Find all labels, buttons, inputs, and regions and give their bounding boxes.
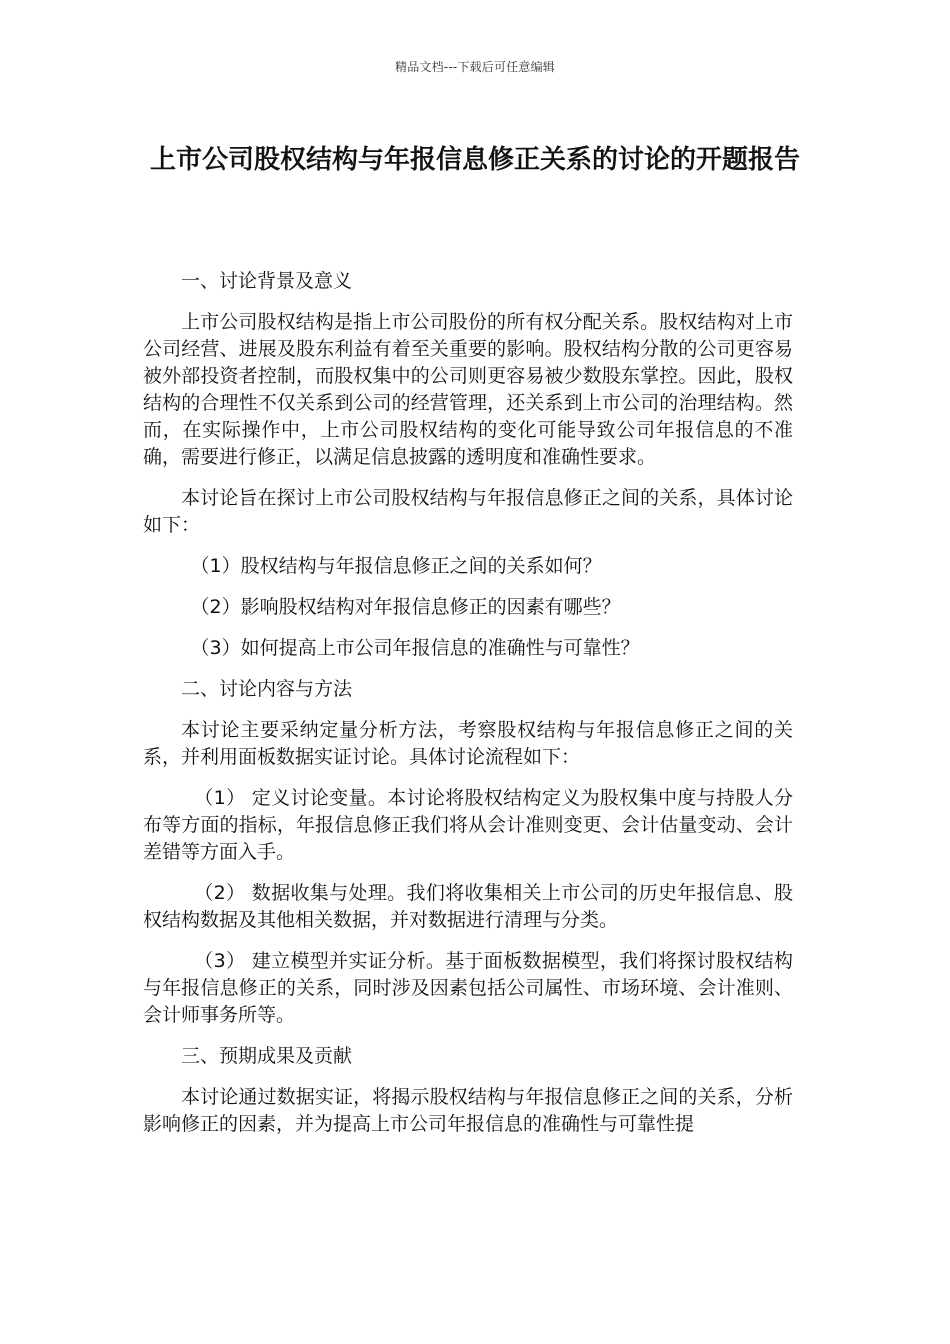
paragraph-background: 上市公司股权结构是指上市公司股份的所有权分配关系。股权结构对上市公司经营、进展及股东利益有着至关重要的影响。股权结构分散的公司更容易被外部投资者控制，而股权集中的公司则更容易被少数股东掌控。因此，股权结构的合理性不仅关系到公司的经营管理，还关系到上市公司的治理结构。然而，在实际操作中，上市公司股权结构的变化可能导致公司年报信息的不准确，需要进行修正，以满足信息披露的透明度和准确性要求。 xyxy=(143,311,793,468)
section-heading-methods: 二、讨论内容与方法 xyxy=(181,678,353,700)
page-header: 精品文档---下载后可任意编辑 xyxy=(395,60,555,74)
question-item-1: （1）股权结构与年报信息修正之间的关系如何？ xyxy=(190,555,602,577)
section-heading-background: 一、讨论背景及意义 xyxy=(181,270,353,292)
method-step-2: （2） 数据收集与处理。我们将收集相关上市公司的历史年报信息、股权结构数据及其他相关数据，并对数据进行清理与分类。 xyxy=(143,882,793,931)
question-item-2: （2）影响股权结构对年报信息修正的因素有哪些？ xyxy=(190,596,621,618)
paragraph-purpose: 本讨论旨在探讨上市公司股权结构与年报信息修正之间的关系，具体讨论如下： xyxy=(143,487,793,536)
method-step-1: （1） 定义讨论变量。本讨论将股权结构定义为股权集中度与持股人分布等方面的指标，年报信息修正我们将从会计准则变更、会计估量变动、会计差错等方面入手。 xyxy=(143,787,793,863)
paragraph-outcomes: 本讨论通过数据实证，将揭示股权结构与年报信息修正之间的关系，分析影响修正的因素，并为提高上市公司年报信息的准确性与可靠性提 xyxy=(143,1086,793,1135)
method-step-3: （3） 建立模型并实证分析。基于面板数据模型，我们将探讨股权结构与年报信息修正的关系，同时涉及因素包括公司属性、市场环境、会计准则、会计师事务所等。 xyxy=(143,950,793,1026)
document-body xyxy=(143,268,793,1152)
section-heading-outcomes: 三、预期成果及贡献 xyxy=(181,1045,353,1067)
question-item-3: （3）如何提高上市公司年报信息的准确性与可靠性？ xyxy=(190,637,640,659)
paragraph-methods: 本讨论主要采纳定量分析方法，考察股权结构与年报信息修正之间的关系，并利用面板数据实证讨论。具体讨论流程如下： xyxy=(143,719,793,768)
document-title: 上市公司股权结构与年报信息修正关系的讨论的开题报告 xyxy=(149,145,800,175)
